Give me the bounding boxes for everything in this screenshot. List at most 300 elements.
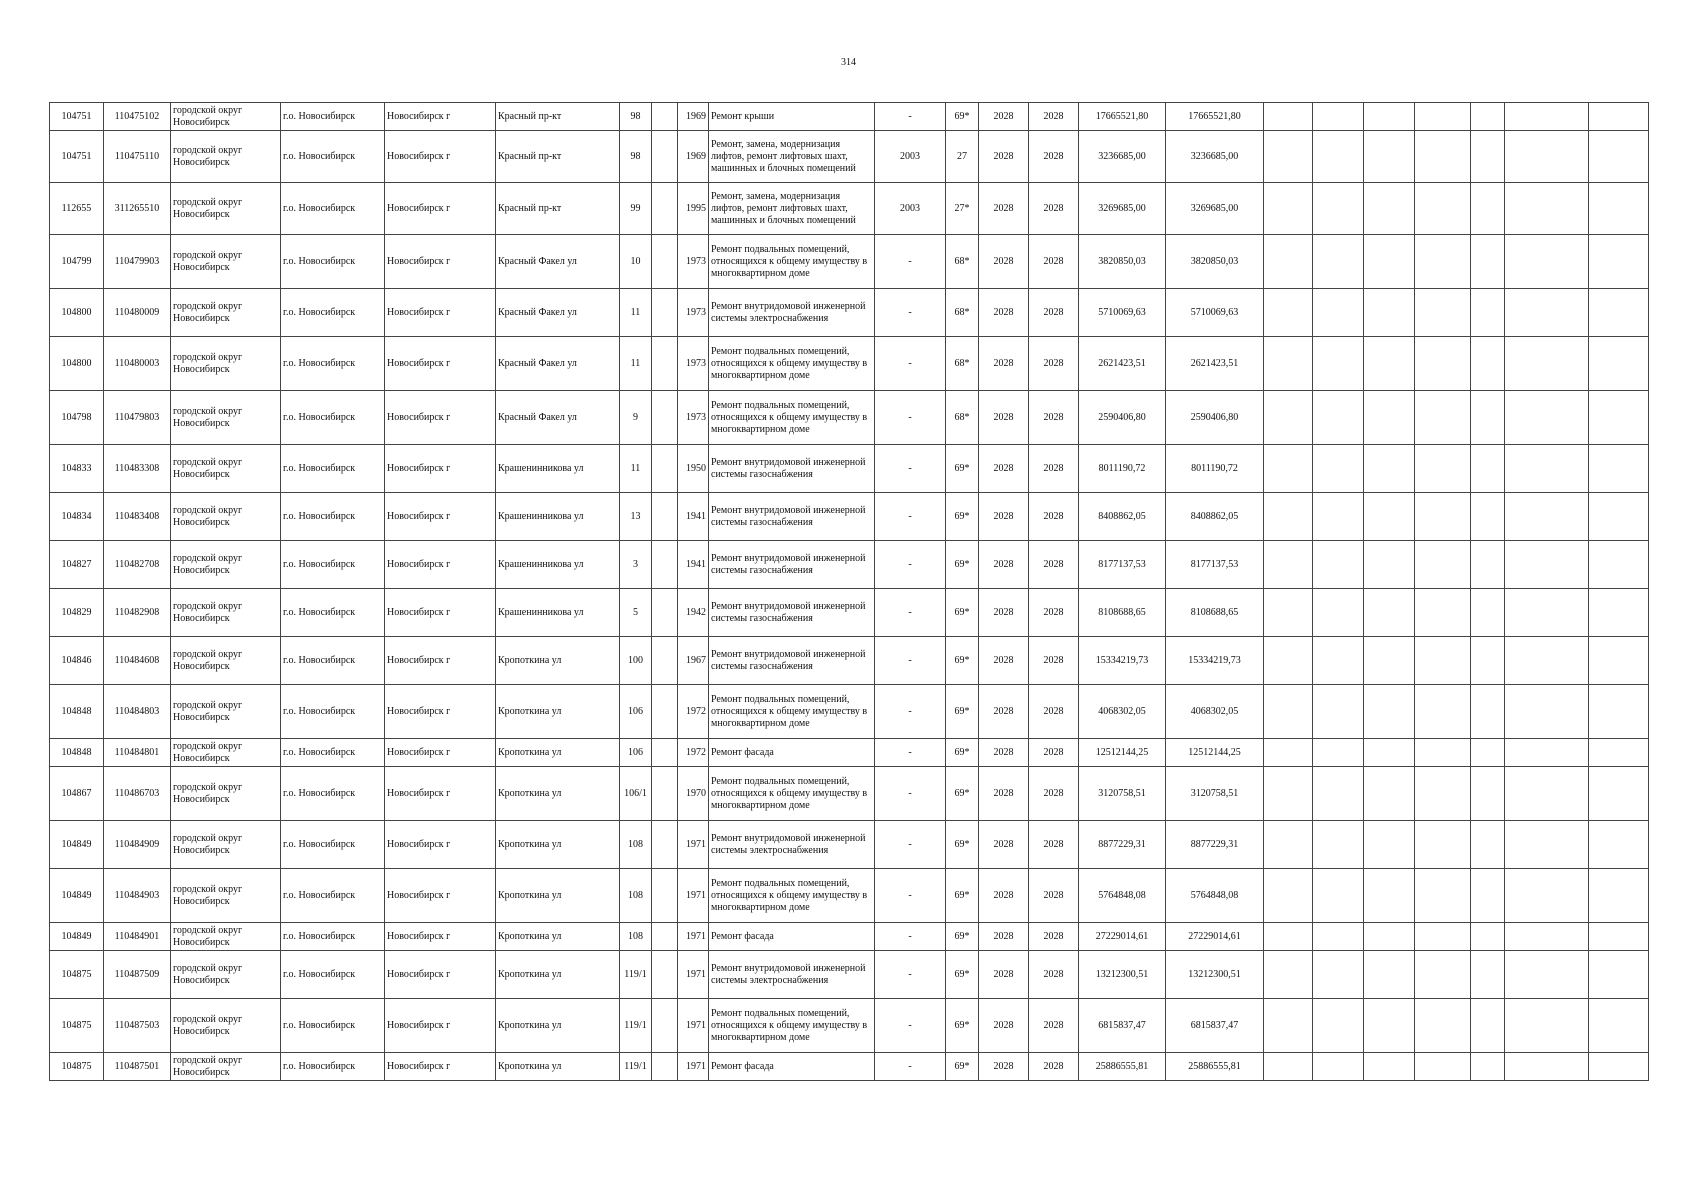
plan-start-cell: 2028 xyxy=(979,493,1029,541)
municipality-cell: городской округ Новосибирск xyxy=(171,923,281,951)
house-id-cell: 104751 xyxy=(50,103,104,131)
empty-cell xyxy=(1364,131,1415,183)
street-cell: Кропоткина ул xyxy=(496,685,620,739)
street-cell: Красный Факел ул xyxy=(496,391,620,445)
house-id-cell: 104848 xyxy=(50,739,104,767)
work-code-cell: 110475110 xyxy=(104,131,171,183)
empty-cell xyxy=(1505,235,1589,289)
house-number-cell: 98 xyxy=(620,103,652,131)
empty-cell xyxy=(1471,923,1505,951)
empty-cell xyxy=(652,235,678,289)
empty-cell xyxy=(1471,183,1505,235)
empty-cell xyxy=(1364,289,1415,337)
table-row xyxy=(50,1053,1649,1081)
build-year-cell: 1995 xyxy=(678,183,709,235)
lift-year-cell: - xyxy=(875,739,946,767)
city-cell: Новосибирск г xyxy=(385,589,496,637)
build-year-cell: 1950 xyxy=(678,445,709,493)
empty-cell xyxy=(1589,821,1649,869)
district-cell: г.о. Новосибирск xyxy=(281,739,385,767)
district-cell: г.о. Новосибирск xyxy=(281,869,385,923)
total-cost-cell: 13212300,51 xyxy=(1166,951,1264,999)
total-cost-cell: 4068302,05 xyxy=(1166,685,1264,739)
house-id-cell: 104751 xyxy=(50,131,104,183)
table-row xyxy=(50,589,1649,637)
table-row xyxy=(50,183,1649,235)
district-cell: г.о. Новосибирск xyxy=(281,103,385,131)
work-type-cell: Ремонт крыши xyxy=(709,103,875,131)
page-number: 314 xyxy=(841,57,856,68)
lift-year-cell: - xyxy=(875,541,946,589)
lift-year-cell: - xyxy=(875,999,946,1053)
total-cost-cell: 2590406,80 xyxy=(1166,391,1264,445)
house-id-cell: 104829 xyxy=(50,589,104,637)
empty-cell xyxy=(1264,739,1313,767)
table-row xyxy=(50,923,1649,951)
build-year-cell: 1969 xyxy=(678,131,709,183)
plan-start-cell: 2028 xyxy=(979,951,1029,999)
empty-cell xyxy=(1364,869,1415,923)
municipality-cell: городской округ Новосибирск xyxy=(171,589,281,637)
city-cell: Новосибирск г xyxy=(385,103,496,131)
plan-end-cell: 2028 xyxy=(1029,951,1079,999)
empty-cell xyxy=(1264,541,1313,589)
cost-cell: 8108688,65 xyxy=(1079,589,1166,637)
lift-year-cell: - xyxy=(875,289,946,337)
empty-cell xyxy=(1364,999,1415,1053)
total-cost-cell: 3120758,51 xyxy=(1166,767,1264,821)
empty-cell xyxy=(1589,1053,1649,1081)
empty-cell xyxy=(652,637,678,685)
house-number-cell: 106/1 xyxy=(620,767,652,821)
plan-end-cell: 2028 xyxy=(1029,289,1079,337)
build-year-cell: 1972 xyxy=(678,739,709,767)
house-number-cell: 11 xyxy=(620,445,652,493)
street-cell: Кропоткина ул xyxy=(496,1053,620,1081)
build-year-cell: 1973 xyxy=(678,391,709,445)
empty-cell xyxy=(1415,493,1471,541)
municipality-cell: городской округ Новосибирск xyxy=(171,821,281,869)
house-id-cell: 104834 xyxy=(50,493,104,541)
table-row xyxy=(50,999,1649,1053)
street-cell: Красный Факел ул xyxy=(496,289,620,337)
empty-cell xyxy=(1364,637,1415,685)
empty-cell xyxy=(1471,235,1505,289)
work-type-cell: Ремонт подвальных помещений, относящихся к общему имуществу в многоквартирном доме xyxy=(709,767,875,821)
cost-cell: 8877229,31 xyxy=(1079,821,1166,869)
street-cell: Кропоткина ул xyxy=(496,739,620,767)
work-type-cell: Ремонт внутридомовой инженерной системы электроснабжения xyxy=(709,289,875,337)
empty-cell xyxy=(1264,685,1313,739)
municipality-cell: городской округ Новосибирск xyxy=(171,103,281,131)
plan-start-cell: 2028 xyxy=(979,131,1029,183)
city-cell: Новосибирск г xyxy=(385,951,496,999)
plan-end-cell: 2028 xyxy=(1029,183,1079,235)
house-id-cell: 104875 xyxy=(50,1053,104,1081)
table-row xyxy=(50,869,1649,923)
empty-cell xyxy=(1415,637,1471,685)
empty-cell xyxy=(1505,637,1589,685)
work-code-cell: 110480009 xyxy=(104,289,171,337)
table-row xyxy=(50,235,1649,289)
table-row xyxy=(50,289,1649,337)
empty-cell xyxy=(1364,589,1415,637)
work-type-cell: Ремонт внутридомовой инженерной системы газоснабжения xyxy=(709,493,875,541)
empty-cell xyxy=(1415,131,1471,183)
district-cell: г.о. Новосибирск xyxy=(281,445,385,493)
work-type-cell: Ремонт внутридомовой инженерной системы электроснабжения xyxy=(709,951,875,999)
build-year-cell: 1973 xyxy=(678,235,709,289)
work-type-cell: Ремонт подвальных помещений, относящихся к общему имуществу в многоквартирном доме xyxy=(709,685,875,739)
lift-year-cell: - xyxy=(875,767,946,821)
total-cost-cell: 3820850,03 xyxy=(1166,235,1264,289)
wear-cell: 69* xyxy=(946,951,979,999)
empty-cell xyxy=(1313,131,1364,183)
empty-cell xyxy=(1505,951,1589,999)
plan-start-cell: 2028 xyxy=(979,391,1029,445)
work-code-cell: 110484801 xyxy=(104,739,171,767)
empty-cell xyxy=(1313,951,1364,999)
wear-cell: 68* xyxy=(946,391,979,445)
work-code-cell: 110482708 xyxy=(104,541,171,589)
empty-cell xyxy=(1313,183,1364,235)
empty-cell xyxy=(1589,951,1649,999)
empty-cell xyxy=(1505,289,1589,337)
lift-year-cell: - xyxy=(875,1053,946,1081)
total-cost-cell: 12512144,25 xyxy=(1166,739,1264,767)
city-cell: Новосибирск г xyxy=(385,739,496,767)
cost-cell: 8177137,53 xyxy=(1079,541,1166,589)
house-number-cell: 106 xyxy=(620,685,652,739)
wear-cell: 69* xyxy=(946,589,979,637)
plan-start-cell: 2028 xyxy=(979,767,1029,821)
empty-cell xyxy=(1313,337,1364,391)
empty-cell xyxy=(1364,103,1415,131)
empty-cell xyxy=(652,999,678,1053)
work-type-cell: Ремонт фасада xyxy=(709,1053,875,1081)
plan-end-cell: 2028 xyxy=(1029,767,1079,821)
cost-cell: 4068302,05 xyxy=(1079,685,1166,739)
empty-cell xyxy=(1313,289,1364,337)
city-cell: Новосибирск г xyxy=(385,391,496,445)
house-id-cell: 104827 xyxy=(50,541,104,589)
empty-cell xyxy=(652,821,678,869)
plan-end-cell: 2028 xyxy=(1029,821,1079,869)
work-type-cell: Ремонт подвальных помещений, относящихся к общему имуществу в многоквартирном доме xyxy=(709,235,875,289)
plan-start-cell: 2028 xyxy=(979,235,1029,289)
district-cell: г.о. Новосибирск xyxy=(281,391,385,445)
wear-cell: 68* xyxy=(946,337,979,391)
empty-cell xyxy=(1264,821,1313,869)
lift-year-cell: - xyxy=(875,685,946,739)
house-id-cell: 104800 xyxy=(50,289,104,337)
empty-cell xyxy=(1313,391,1364,445)
empty-cell xyxy=(1264,767,1313,821)
work-code-cell: 110483308 xyxy=(104,445,171,493)
city-cell: Новосибирск г xyxy=(385,183,496,235)
wear-cell: 27* xyxy=(946,183,979,235)
empty-cell xyxy=(1505,589,1589,637)
empty-cell xyxy=(1589,391,1649,445)
total-cost-cell: 25886555,81 xyxy=(1166,1053,1264,1081)
table-row xyxy=(50,685,1649,739)
empty-cell xyxy=(1364,739,1415,767)
empty-cell xyxy=(1589,235,1649,289)
street-cell: Кропоткина ул xyxy=(496,637,620,685)
empty-cell xyxy=(1505,183,1589,235)
house-id-cell: 104799 xyxy=(50,235,104,289)
empty-cell xyxy=(652,739,678,767)
empty-cell xyxy=(1415,289,1471,337)
lift-year-cell: - xyxy=(875,103,946,131)
cost-cell: 3820850,03 xyxy=(1079,235,1166,289)
cost-cell: 15334219,73 xyxy=(1079,637,1166,685)
empty-cell xyxy=(1415,103,1471,131)
city-cell: Новосибирск г xyxy=(385,131,496,183)
table-row xyxy=(50,767,1649,821)
plan-end-cell: 2028 xyxy=(1029,999,1079,1053)
total-cost-cell: 8877229,31 xyxy=(1166,821,1264,869)
empty-cell xyxy=(652,869,678,923)
table-body xyxy=(50,103,1649,1081)
table-row xyxy=(50,391,1649,445)
empty-cell xyxy=(1264,1053,1313,1081)
city-cell: Новосибирск г xyxy=(385,869,496,923)
empty-cell xyxy=(1264,637,1313,685)
total-cost-cell: 17665521,80 xyxy=(1166,103,1264,131)
district-cell: г.о. Новосибирск xyxy=(281,337,385,391)
district-cell: г.о. Новосибирск xyxy=(281,767,385,821)
empty-cell xyxy=(1264,493,1313,541)
lift-year-cell: - xyxy=(875,589,946,637)
municipality-cell: городской округ Новосибирск xyxy=(171,767,281,821)
house-number-cell: 119/1 xyxy=(620,1053,652,1081)
plan-end-cell: 2028 xyxy=(1029,391,1079,445)
empty-cell xyxy=(1589,685,1649,739)
plan-end-cell: 2028 xyxy=(1029,637,1079,685)
cost-cell: 3269685,00 xyxy=(1079,183,1166,235)
empty-cell xyxy=(1505,391,1589,445)
empty-cell xyxy=(1264,337,1313,391)
wear-cell: 69* xyxy=(946,821,979,869)
empty-cell xyxy=(1313,235,1364,289)
plan-start-cell: 2028 xyxy=(979,289,1029,337)
house-id-cell: 104849 xyxy=(50,821,104,869)
district-cell: г.о. Новосибирск xyxy=(281,235,385,289)
work-code-cell: 110483408 xyxy=(104,493,171,541)
lift-year-cell: - xyxy=(875,637,946,685)
table-row xyxy=(50,541,1649,589)
plan-start-cell: 2028 xyxy=(979,103,1029,131)
empty-cell xyxy=(1313,767,1364,821)
city-cell: Новосибирск г xyxy=(385,637,496,685)
empty-cell xyxy=(1505,821,1589,869)
plan-end-cell: 2028 xyxy=(1029,235,1079,289)
total-cost-cell: 8408862,05 xyxy=(1166,493,1264,541)
plan-start-cell: 2028 xyxy=(979,923,1029,951)
empty-cell xyxy=(1313,103,1364,131)
total-cost-cell: 2621423,51 xyxy=(1166,337,1264,391)
plan-end-cell: 2028 xyxy=(1029,739,1079,767)
plan-start-cell: 2028 xyxy=(979,637,1029,685)
empty-cell xyxy=(1364,235,1415,289)
empty-cell xyxy=(1264,951,1313,999)
district-cell: г.о. Новосибирск xyxy=(281,999,385,1053)
district-cell: г.о. Новосибирск xyxy=(281,493,385,541)
empty-cell xyxy=(1505,445,1589,493)
total-cost-cell: 3269685,00 xyxy=(1166,183,1264,235)
empty-cell xyxy=(1589,541,1649,589)
total-cost-cell: 8108688,65 xyxy=(1166,589,1264,637)
build-year-cell: 1942 xyxy=(678,589,709,637)
cost-cell: 2590406,80 xyxy=(1079,391,1166,445)
wear-cell: 69* xyxy=(946,541,979,589)
plan-start-cell: 2028 xyxy=(979,821,1029,869)
lift-year-cell: - xyxy=(875,391,946,445)
plan-end-cell: 2028 xyxy=(1029,103,1079,131)
total-cost-cell: 27229014,61 xyxy=(1166,923,1264,951)
municipality-cell: городской округ Новосибирск xyxy=(171,1053,281,1081)
city-cell: Новосибирск г xyxy=(385,493,496,541)
empty-cell xyxy=(652,103,678,131)
street-cell: Кропоткина ул xyxy=(496,869,620,923)
empty-cell xyxy=(1415,821,1471,869)
house-id-cell: 112655 xyxy=(50,183,104,235)
municipality-cell: городской округ Новосибирск xyxy=(171,951,281,999)
empty-cell xyxy=(1471,739,1505,767)
empty-cell xyxy=(1589,869,1649,923)
empty-cell xyxy=(1264,391,1313,445)
empty-cell xyxy=(1415,869,1471,923)
municipality-cell: городской округ Новосибирск xyxy=(171,183,281,235)
total-cost-cell: 8011190,72 xyxy=(1166,445,1264,493)
house-number-cell: 100 xyxy=(620,637,652,685)
empty-cell xyxy=(1505,999,1589,1053)
work-code-cell: 110480003 xyxy=(104,337,171,391)
empty-cell xyxy=(1313,445,1364,493)
empty-cell xyxy=(1415,337,1471,391)
empty-cell xyxy=(1264,235,1313,289)
cost-cell: 17665521,80 xyxy=(1079,103,1166,131)
empty-cell xyxy=(1415,923,1471,951)
build-year-cell: 1941 xyxy=(678,493,709,541)
empty-cell xyxy=(1264,289,1313,337)
empty-cell xyxy=(1505,869,1589,923)
district-cell: г.о. Новосибирск xyxy=(281,951,385,999)
table-row xyxy=(50,337,1649,391)
empty-cell xyxy=(1415,183,1471,235)
plan-start-cell: 2028 xyxy=(979,337,1029,391)
wear-cell: 69* xyxy=(946,999,979,1053)
cost-cell: 27229014,61 xyxy=(1079,923,1166,951)
work-code-cell: 110486703 xyxy=(104,767,171,821)
plan-start-cell: 2028 xyxy=(979,1053,1029,1081)
house-id-cell: 104800 xyxy=(50,337,104,391)
empty-cell xyxy=(1415,999,1471,1053)
empty-cell xyxy=(1364,685,1415,739)
empty-cell xyxy=(1313,923,1364,951)
city-cell: Новосибирск г xyxy=(385,767,496,821)
house-number-cell: 108 xyxy=(620,821,652,869)
work-type-cell: Ремонт, замена, модернизация лифтов, ремонт лифтовых шахт, машинных и блочных помещений xyxy=(709,131,875,183)
empty-cell xyxy=(1505,923,1589,951)
empty-cell xyxy=(652,445,678,493)
cost-cell: 3120758,51 xyxy=(1079,767,1166,821)
city-cell: Новосибирск г xyxy=(385,821,496,869)
house-number-cell: 11 xyxy=(620,337,652,391)
empty-cell xyxy=(1471,337,1505,391)
empty-cell xyxy=(1471,1053,1505,1081)
build-year-cell: 1971 xyxy=(678,1053,709,1081)
build-year-cell: 1971 xyxy=(678,869,709,923)
build-year-cell: 1971 xyxy=(678,951,709,999)
work-type-cell: Ремонт фасада xyxy=(709,923,875,951)
plan-end-cell: 2028 xyxy=(1029,869,1079,923)
cost-cell: 8408862,05 xyxy=(1079,493,1166,541)
build-year-cell: 1970 xyxy=(678,767,709,821)
empty-cell xyxy=(1471,951,1505,999)
empty-cell xyxy=(1471,131,1505,183)
work-code-cell: 311265510 xyxy=(104,183,171,235)
plan-end-cell: 2028 xyxy=(1029,923,1079,951)
empty-cell xyxy=(1505,739,1589,767)
empty-cell xyxy=(652,391,678,445)
street-cell: Красный пр-кт xyxy=(496,183,620,235)
plan-end-cell: 2028 xyxy=(1029,131,1079,183)
lift-year-cell: - xyxy=(875,869,946,923)
empty-cell xyxy=(1313,493,1364,541)
lift-year-cell: - xyxy=(875,445,946,493)
empty-cell xyxy=(1471,103,1505,131)
empty-cell xyxy=(1589,493,1649,541)
table-row xyxy=(50,103,1649,131)
empty-cell xyxy=(1415,951,1471,999)
empty-cell xyxy=(1471,493,1505,541)
house-id-cell: 104875 xyxy=(50,951,104,999)
work-code-cell: 110479903 xyxy=(104,235,171,289)
work-code-cell: 110479803 xyxy=(104,391,171,445)
empty-cell xyxy=(1313,541,1364,589)
street-cell: Красный Факел ул xyxy=(496,235,620,289)
empty-cell xyxy=(1505,131,1589,183)
work-type-cell: Ремонт внутридомовой инженерной системы газоснабжения xyxy=(709,589,875,637)
house-id-cell: 104833 xyxy=(50,445,104,493)
city-cell: Новосибирск г xyxy=(385,685,496,739)
work-type-cell: Ремонт подвальных помещений, относящихся к общему имуществу в многоквартирном доме xyxy=(709,999,875,1053)
cost-cell: 5710069,63 xyxy=(1079,289,1166,337)
empty-cell xyxy=(1364,493,1415,541)
municipality-cell: городской округ Новосибирск xyxy=(171,739,281,767)
plan-start-cell: 2028 xyxy=(979,183,1029,235)
empty-cell xyxy=(1415,739,1471,767)
empty-cell xyxy=(1415,1053,1471,1081)
house-id-cell: 104846 xyxy=(50,637,104,685)
build-year-cell: 1973 xyxy=(678,289,709,337)
district-cell: г.о. Новосибирск xyxy=(281,183,385,235)
empty-cell xyxy=(1471,685,1505,739)
work-type-cell: Ремонт подвальных помещений, относящихся к общему имуществу в многоквартирном доме xyxy=(709,337,875,391)
plan-end-cell: 2028 xyxy=(1029,493,1079,541)
house-number-cell: 108 xyxy=(620,923,652,951)
district-cell: г.о. Новосибирск xyxy=(281,821,385,869)
empty-cell xyxy=(1264,999,1313,1053)
plan-end-cell: 2028 xyxy=(1029,337,1079,391)
empty-cell xyxy=(1589,739,1649,767)
plan-start-cell: 2028 xyxy=(979,445,1029,493)
table-row xyxy=(50,739,1649,767)
empty-cell xyxy=(1589,637,1649,685)
empty-cell xyxy=(1505,541,1589,589)
